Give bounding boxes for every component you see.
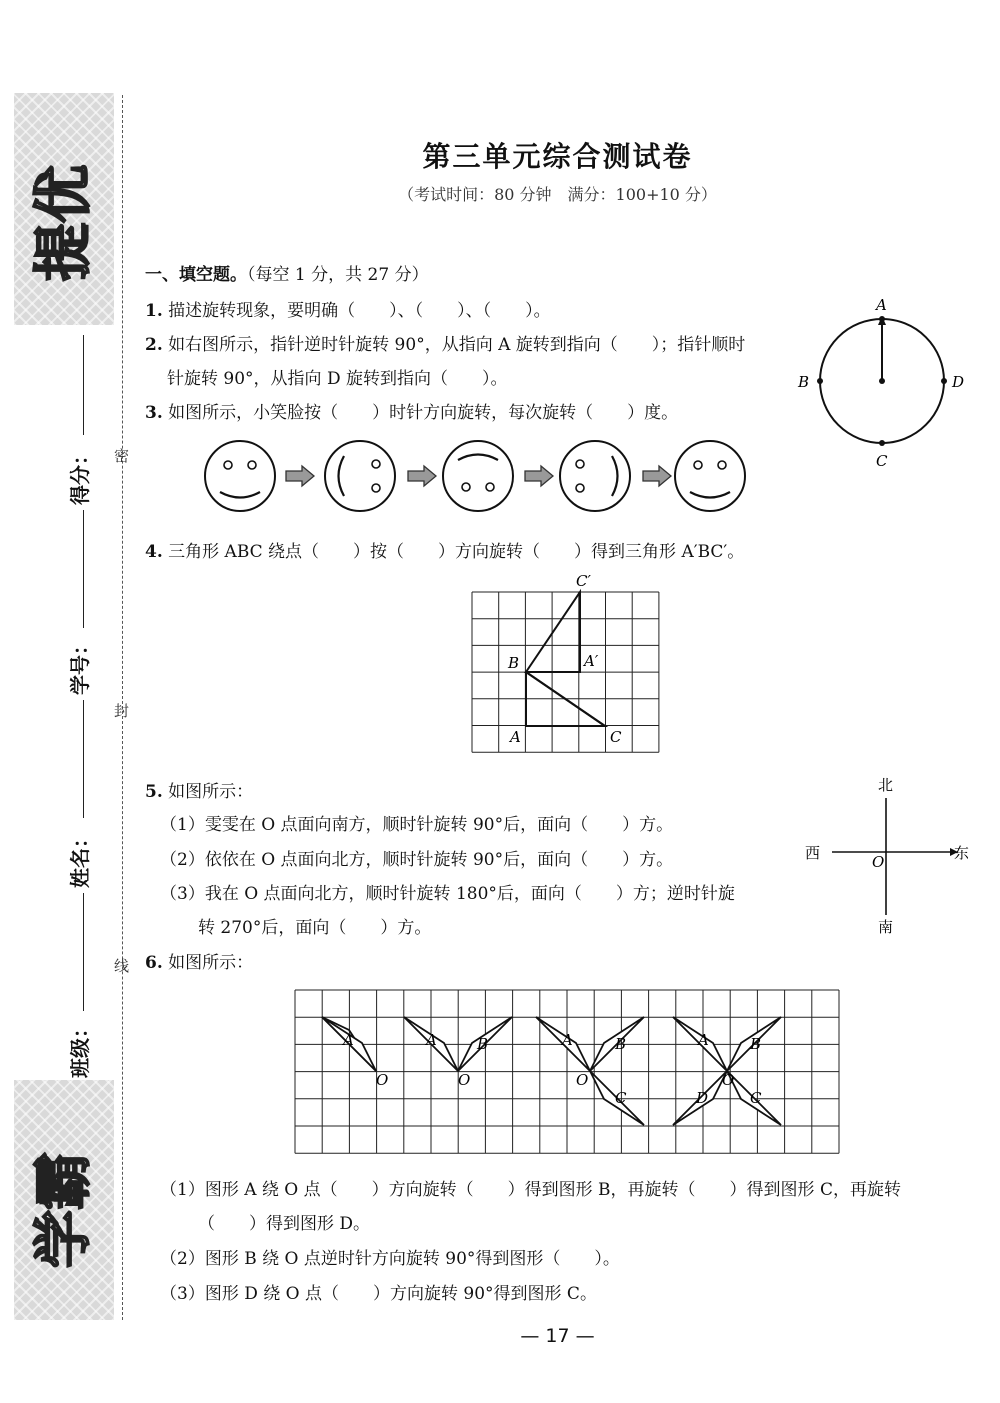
compass-west: 西: [805, 844, 821, 862]
label-a: A: [698, 1031, 709, 1049]
label-o: O: [722, 1071, 735, 1089]
top-banner: [14, 93, 114, 325]
question-5-part-3-cont: 转 270°后，面向（ ）方。: [198, 918, 432, 938]
label-d: D: [696, 1089, 709, 1107]
smiley-face-upright-final: [675, 441, 745, 511]
arrow-icon: [408, 466, 436, 486]
question-4: [145, 537, 744, 562]
clock-label-a: A: [876, 296, 887, 314]
question-text: 描述旋转现象，要明确（ ）、（ ）、（ ）。: [168, 301, 551, 321]
question-1: [145, 296, 551, 321]
question-number: 2.: [145, 335, 163, 355]
cut-mark-xian: 线: [114, 957, 130, 975]
cut-mark-feng: 封: [114, 702, 130, 720]
question-6-part-2: （2）图形 B 绕 O 点逆时针方向旋转 90°得到图形（ ）。: [160, 1249, 620, 1269]
arrow-icon: [643, 466, 671, 486]
clock-figure: [790, 292, 980, 472]
rotation-grid-figure: [290, 985, 845, 1160]
compass-origin: O: [872, 853, 885, 871]
compass-figure: [800, 770, 980, 940]
question-6-part-3: （3）图形 D 绕 O 点（ ）方向旋转 90°得到图形 C。: [160, 1284, 597, 1304]
section-heading: [145, 260, 429, 285]
compass-north: 北: [878, 776, 894, 794]
label-a: A: [562, 1031, 573, 1049]
triangle-grid-figure: [460, 568, 675, 758]
smiley-face-rotated-2: [443, 441, 513, 511]
question-text: 如右图所示，指针逆时针旋转 90°，从指向 A 旋转到指向（ ）；指针顺时: [168, 335, 746, 355]
label-b: B: [508, 654, 520, 672]
sidebar-rule: [83, 893, 84, 1011]
question-5-part-2: （2）依依在 O 点面向北方，顺时针旋转 90°后，面向（ ）方。: [160, 850, 674, 870]
section-title: 一、填空题。: [145, 265, 247, 285]
student-id-label: 学号：: [68, 635, 92, 695]
arrow-icon: [286, 466, 314, 486]
question-3: [145, 398, 678, 423]
smiley-face-upright: [205, 441, 275, 511]
page-number: — 17 —: [520, 1325, 595, 1347]
sidebar-rule: [83, 335, 84, 435]
question-5: [145, 777, 253, 802]
question-text: 三角形 ABC 绕点（ ）按（ ）方向旋转（ ）得到三角形 A′BC′。: [168, 542, 745, 562]
question-text: 如图所示，小笑脸按（ ）时针方向旋转，每次旋转（ ）度。: [168, 403, 679, 423]
compass-south: 南: [878, 918, 894, 936]
compass-east: 东: [954, 844, 970, 862]
label-b: B: [615, 1035, 627, 1053]
label-o: O: [576, 1071, 589, 1089]
question-5-part-3: （3）我在 O 点面向北方，顺时针旋转 180°后，面向（ ）方；逆时针旋: [160, 884, 735, 904]
question-5-part-1: （1）雯雯在 O 点面向南方，顺时针旋转 90°后，面向（ ）方。: [160, 815, 674, 835]
label-o: O: [376, 1071, 389, 1089]
question-6-part-1-cont: （ ）得到图形 D。: [198, 1214, 371, 1234]
smiley-face-rotated-1: [325, 441, 395, 511]
sidebar-rule: [83, 510, 84, 628]
question-6-part-1: （1）图形 A 绕 O 点（ ）方向旋转（ ）得到图形 B，再旋转（ ）得到图形 C，再旋转: [160, 1180, 901, 1200]
bottom-banner-text: 学霸: [29, 1151, 98, 1269]
label-o: O: [458, 1071, 471, 1089]
question-6: [145, 948, 253, 973]
clock-label-d: D: [952, 373, 965, 391]
label-c-prime: C′: [576, 572, 591, 590]
label-a: A: [510, 728, 521, 746]
question-number: 1.: [145, 301, 163, 321]
label-a: A: [426, 1031, 437, 1049]
score-label: 得分：: [68, 445, 92, 505]
bottom-banner: [14, 1080, 114, 1320]
class-label: 班级：: [68, 1018, 92, 1078]
label-c: C: [610, 728, 622, 746]
label-a-prime: A′: [584, 652, 599, 670]
question-number: 3.: [145, 403, 163, 423]
smiley-face-rotated-3: [560, 441, 630, 511]
clock-label-c: C: [876, 452, 888, 470]
clock-label-b: B: [798, 373, 810, 391]
label-c: C: [615, 1089, 627, 1107]
question-2: [145, 330, 745, 355]
label-b: B: [477, 1035, 489, 1053]
question-number: 4.: [145, 542, 163, 562]
section-note: （每空 1 分，共 27 分）: [247, 265, 429, 285]
label-b: B: [750, 1035, 762, 1053]
page-title: 第三单元综合测试卷: [422, 140, 693, 173]
name-label: 姓名：: [68, 828, 92, 888]
question-number: 6.: [145, 953, 163, 973]
exam-info: （考试时间：80 分钟 满分：100+10 分）: [398, 185, 717, 204]
cut-mark-mi: 密: [114, 447, 130, 465]
sidebar-rule: [83, 700, 84, 818]
smiley-sequence-figure: [200, 435, 760, 517]
arrow-icon: [525, 466, 553, 486]
question-text: 如图所示：: [168, 782, 254, 802]
question-text: 如图所示：: [168, 953, 254, 973]
question-2-line2: 针旋转 90°，从指向 D 旋转到指向（ ）。: [167, 369, 508, 389]
label-c: C: [750, 1089, 762, 1107]
label-a: A: [343, 1031, 354, 1049]
question-number: 5.: [145, 782, 163, 802]
top-banner-text: 提优: [29, 164, 98, 282]
